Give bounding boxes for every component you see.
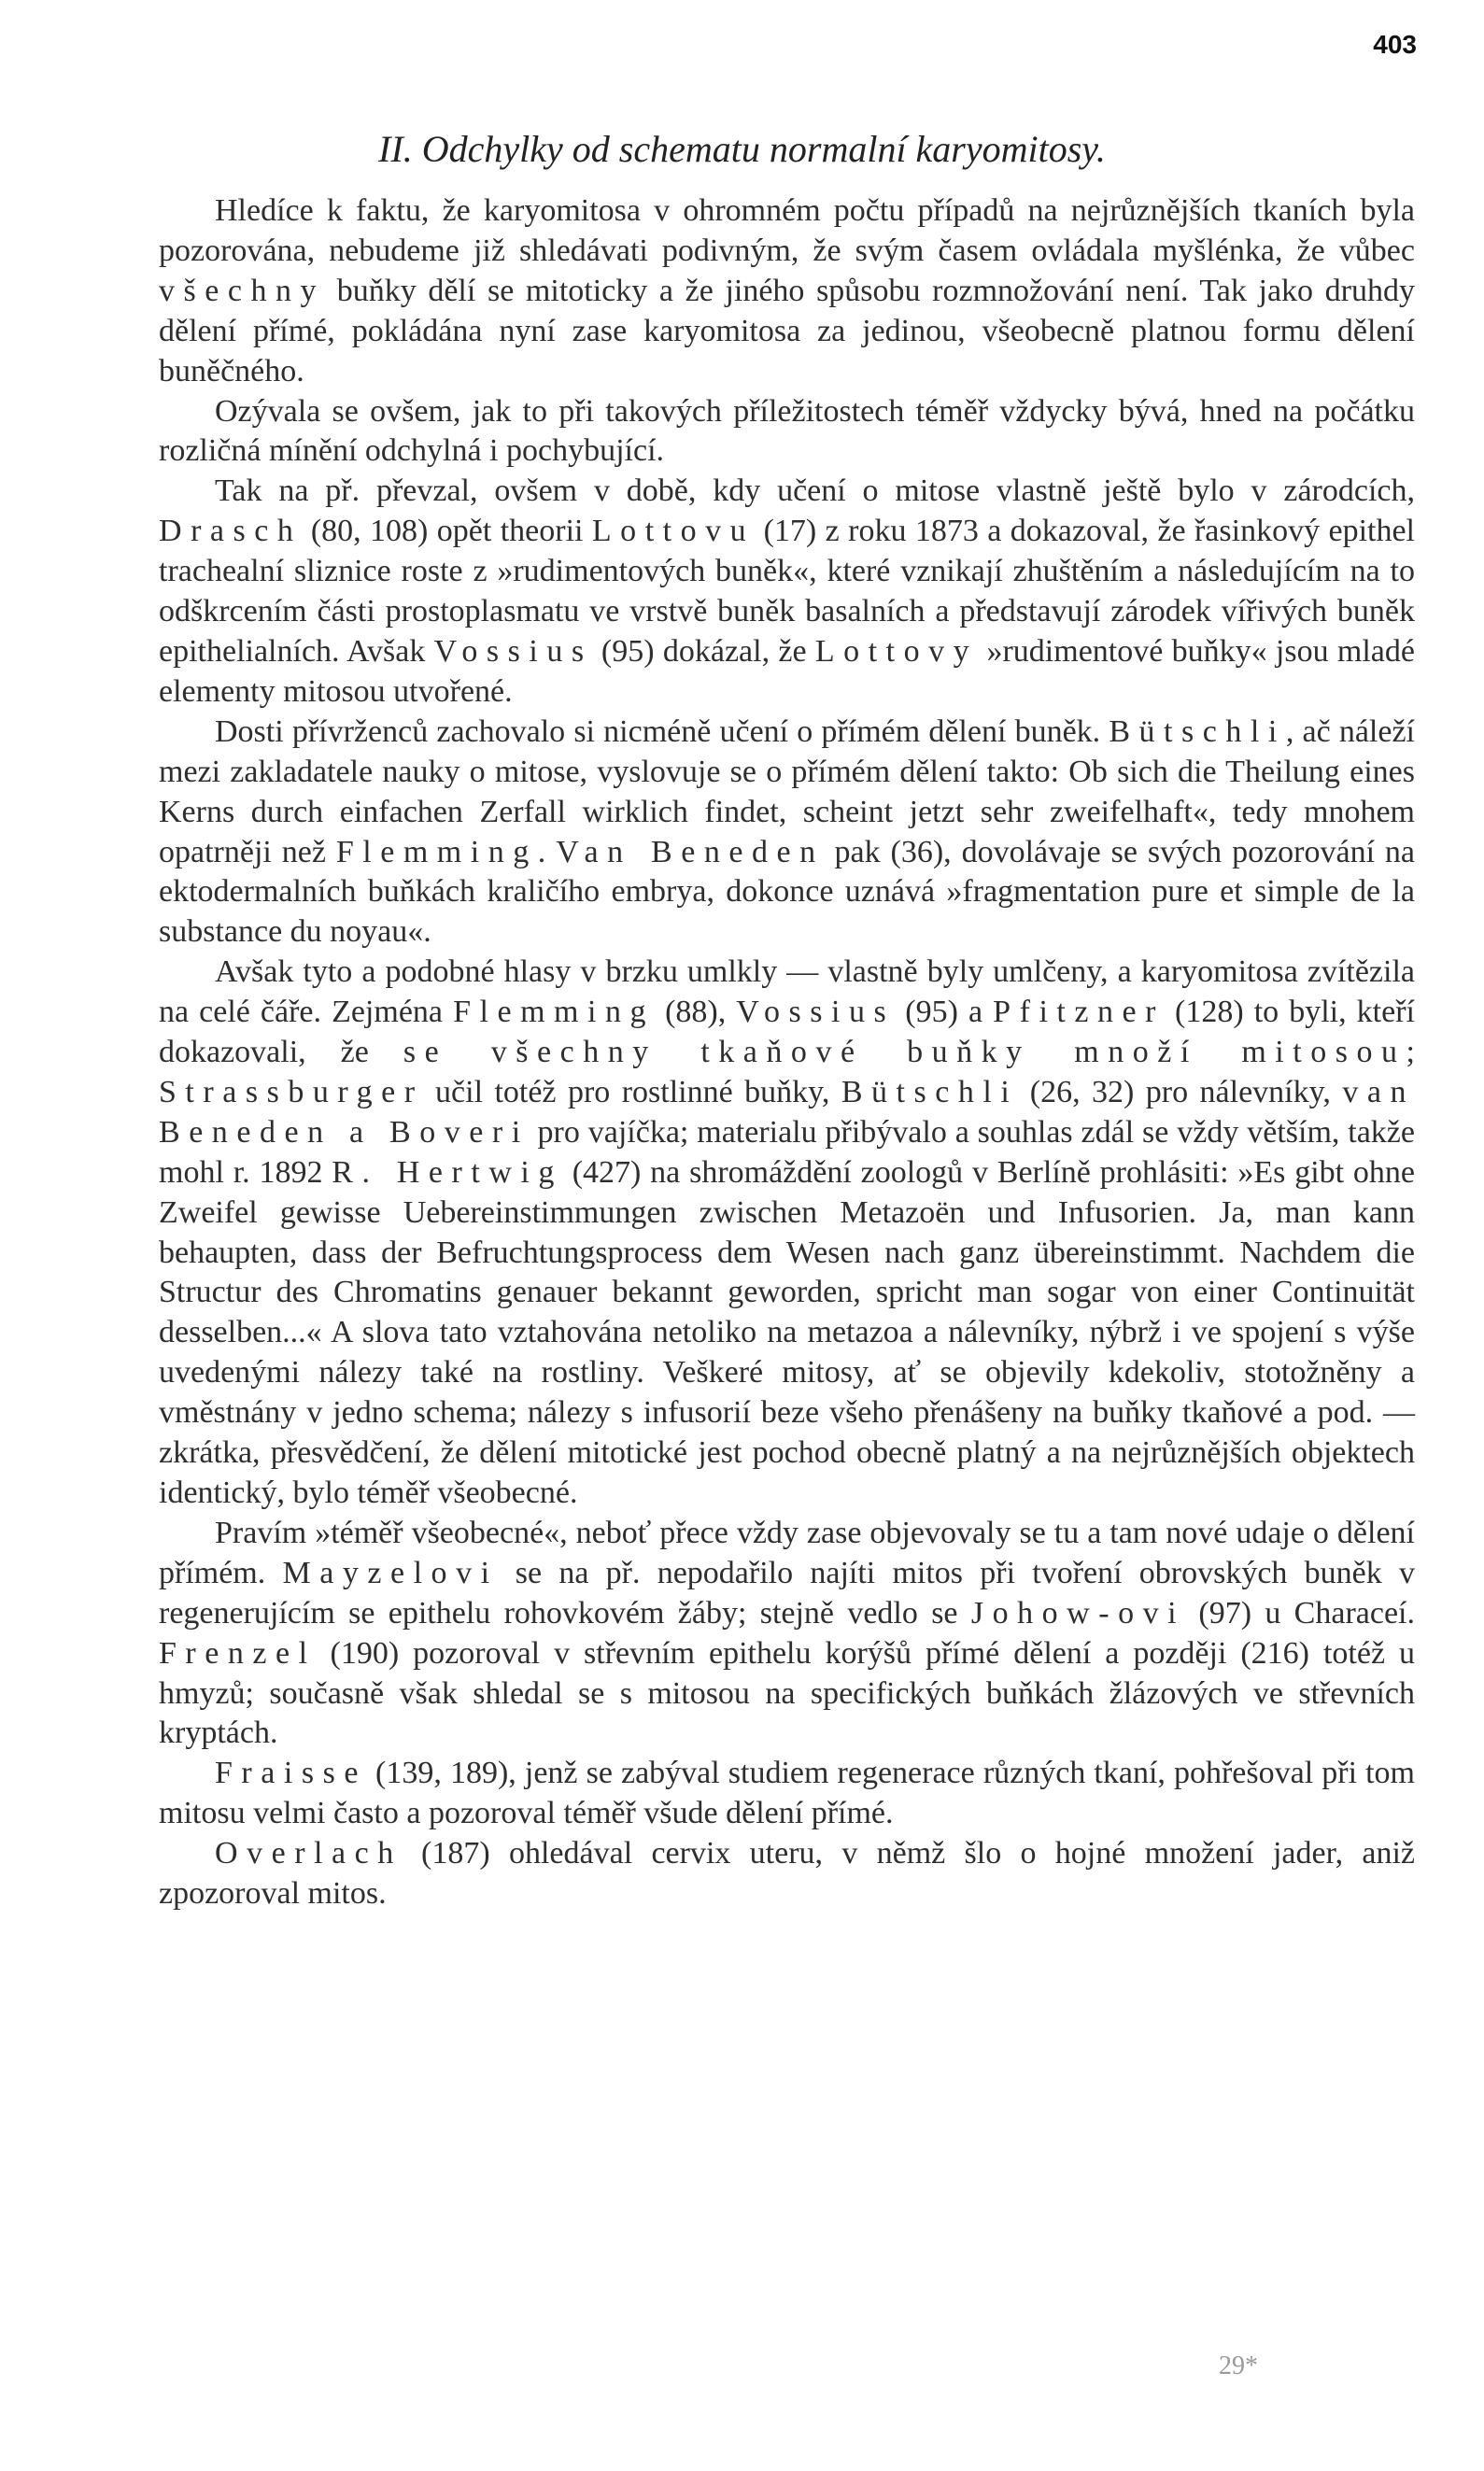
text-run: (95) a: [895, 995, 994, 1030]
text-run: pak (36), dovolávaje se svých pozorování na ektodermalních buňkách kraličího embrya, dokonce uznává »fragmentation pure et simple de la substance du noyau«.: [159, 834, 1416, 950]
body-text: [159, 191, 1415, 1914]
text-run: Dosti přívrženců zachovalo si nicméně učení o přímém dělení buněk.: [215, 713, 1109, 749]
text-run: (95) dokázal, že: [592, 633, 815, 669]
text-run: Pravím »téměř všeobecné«, neboť přece vždy zase objevovaly se tu a tam nové udaje o dělení přímém.: [159, 1515, 1415, 1590]
emphasis: všechny: [159, 273, 326, 308]
text-run: (427) na shromáždění zoologů v Berlíně prohlásiti: »Es gibt ohne Zweifel gewisse Uebereinstimmungen zwischen Metazoën und Infusorien. Ja, man kann behaupten, dass der Befruchtungsprocess dem Wesen nach ganz übereinstimmt. Nachdem die Structur des Chromatins genauer bekannt geworden, spricht man sogar von einer Continuität desselben...« A slova tato vztahována netoliko na metazoa a nálevníky, nýbrž i ve spojení s výše uvedenými nálezy také na rostliny. Veškeré mitosy, ať se objevily kdekoliv, stotožněny a vměstnány v jedno schema; nálezy s infusorií beze všeho přenášeny na buňky tkaňové a pod. — zkrátka, přesvědčení, že dělení mitotické jest pochod obecně platný a na nejrůznějších objektech identický, bylo téměř všeobecné.: [159, 1154, 1415, 1510]
paragraph-8: [159, 1834, 1415, 1914]
text-run: »rudimentové buňky« jsou mladé elementy mitosou utvořené.: [159, 633, 1415, 709]
author-name: Overlach: [215, 1836, 403, 1871]
author-name: Vossius: [736, 995, 896, 1030]
text-run: (139, 189), jenž se zabýval studiem regenerace různých tkaní, pohřešoval při tom mitosu velmi často a pozoroval téměř všude dělení přímé.: [159, 1756, 1415, 1831]
author-name: Fraisse: [215, 1756, 367, 1791]
text-run: pro vajíčka; materialu přibývalo a souhlas zdál se vždy větším, takže mohl r. 1892: [159, 1114, 1415, 1190]
section-heading: II. Odchylky od schematu normalní karyomitosy.: [378, 128, 1106, 170]
paragraph-3: [159, 472, 1415, 712]
author-name: Lottovy: [814, 633, 979, 669]
text-run: (97) u Characeí.: [1185, 1595, 1415, 1631]
author-name: Johow-ovi: [970, 1595, 1186, 1631]
author-name: Vossius: [433, 633, 593, 669]
text-run: buňky dělí se mitoticky a že jiného spůsobu rozmnožování není. Tak jako druhdy dělení přímé, pokládána nyní zase karyomitosa za jedinou, všeobecně platnou formu dělení buněčného.: [159, 273, 1415, 388]
text-run: Avšak tyto a podobné hlasy v brzku umlkly — vlastně byly umlčeny, a karyomitosa zvítězila na celé čáře. Zejména: [159, 954, 1415, 1030]
author-name: Bütschli: [841, 1074, 1019, 1109]
text-run: (88),: [655, 995, 737, 1030]
author-name: Drasch: [159, 514, 303, 549]
author-name: Flemming: [453, 995, 656, 1030]
text-run: , ač náleží mezi zakladatele nauky o mitose, vyslovuje se o přímém dělení takto: Ob sich die Theilung eines Kerns durch einfachen Zerfall wirklich findet, scheint jetzt sehr zweifelhaft«, tedy mnohem opatrněji než: [159, 713, 1415, 869]
author-name: Flemming: [335, 834, 538, 869]
text-run: (17) z roku 1873 a dokazoval, že řasinkový epithel trachealní sliznice roste z »rudimentových buněk«, které vznikají zhuštěním a následujícím na to odškrcením části prostoplasmatu ve vrstvě buněk basalních a představují zárodek vířivých buněk epithelialních. Avšak: [159, 514, 1415, 669]
author-name: Frenzel: [159, 1635, 317, 1671]
author-name: Lottovu: [591, 514, 756, 549]
text-run: Tak na př. převzal, ovšem v době, kdy učení o mitose vlastně ještě bylo v zárodcích,: [215, 473, 1415, 509]
paragraph-1: [159, 191, 1415, 392]
text-run: ;: [1406, 1035, 1415, 1070]
author-name: Mayzelovi: [282, 1555, 499, 1590]
text-run: učil totéž pro rostlinné buňky,: [423, 1074, 841, 1109]
text-run: Hledíce k faktu, že karyomitosa v ohromném počtu případů na nejrůznějších tkaních byla pozorována, nebudeme již shledávati podivným, že svým časem ovládala myšlénka, že vůbec: [159, 193, 1415, 268]
paragraph-6: [159, 1514, 1415, 1754]
author-name: Van Beneden: [556, 834, 825, 869]
author-name: Bütschli: [1109, 713, 1286, 749]
emphasis: se všechny tkaňové buňky množí mitosou: [403, 1035, 1406, 1070]
text-run: .: [537, 834, 557, 869]
paragraph-2: Ozývala se ovšem, jak to při takových příležitostech téměř vždycky bývá, hned na počátku rozličná mínění odchylná i pochybující.: [159, 393, 1415, 469]
author-name: van Beneden a Boveri: [159, 1074, 1415, 1150]
paragraph-5: [159, 953, 1415, 1514]
text-run: (26, 32) pro nálevníky,: [1018, 1074, 1343, 1109]
text-run: (187) ohledával cervix uteru, v němž šlo o hojné množení jader, aniž zpozoroval mitos.: [159, 1836, 1415, 1912]
author-name: Pfitzner: [993, 995, 1165, 1030]
text-run: (80, 108) opět theorii: [302, 514, 592, 549]
page-number: 403: [1373, 30, 1417, 59]
text-run: (190) pozoroval v střevním epithelu korýšů přímé dělení a později (216) totéž u hmyzů; současně však shledal se s mitosou na specifických buňkách žlázových ve střevních kryptách.: [159, 1635, 1415, 1751]
author-name: Strassburger: [159, 1074, 424, 1109]
signature-mark: 29*: [1219, 2351, 1258, 2380]
author-name: R. Hertwig: [332, 1154, 563, 1190]
paragraph-7: [159, 1754, 1415, 1834]
paragraph-4: [159, 713, 1415, 953]
text-run: se na př. nepodařilo najíti mitos při tvoření obrovských buněk v regenerujícím se epithelu rohovkovém žáby; stejně vedlo se: [159, 1555, 1415, 1631]
text-run: (128) to byli, kteří dokazovali, že: [159, 995, 1415, 1070]
